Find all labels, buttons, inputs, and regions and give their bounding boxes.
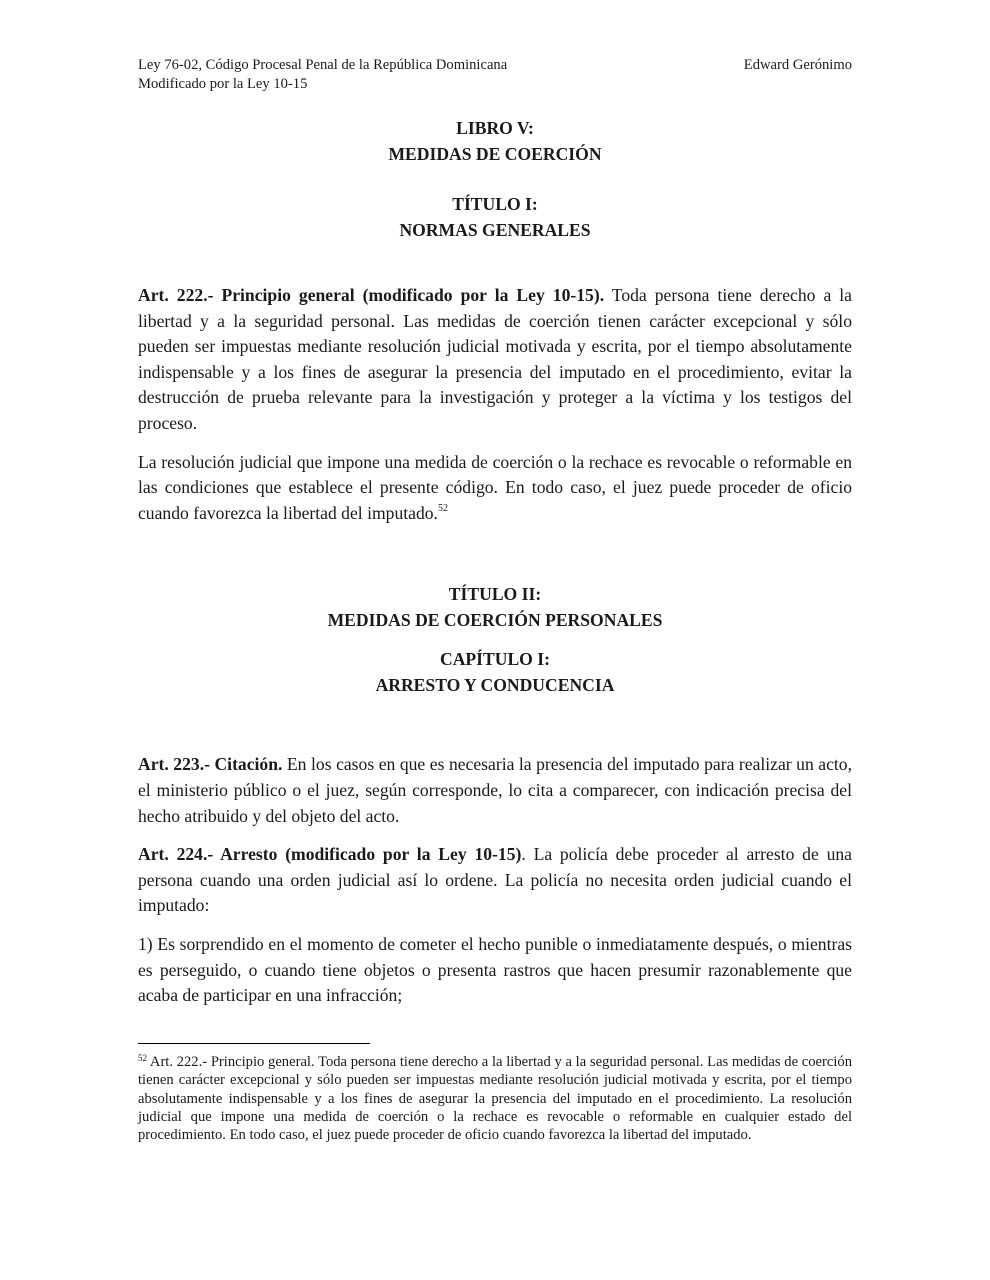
- header-author: Edward Gerónimo: [743, 57, 852, 73]
- titulo-1-name: NORMAS GENERALES: [399, 220, 591, 240]
- header-law-title: Ley 76-02, Código Procesal Penal de la República Dominicana: [138, 57, 508, 73]
- footnote-reference[interactable]: 52: [437, 502, 448, 514]
- article-222-paragraph-2: [138, 450, 852, 527]
- article-223-heading: Art. 223.- Citación.: [138, 754, 283, 775]
- article-224-text: . La policía debe proceder al arresto de una persona cuando una orden judicial así lo ordene. La policía no necesita orden judicial cuando el imputado:: [138, 844, 852, 916]
- titulo-1-number: TÍTULO I:: [452, 194, 538, 214]
- document-page: [138, 56, 852, 1009]
- titulo-2-heading: [138, 581, 852, 633]
- titulo-2-number: TÍTULO II:: [448, 584, 542, 605]
- article-223-text: En los casos en que es necesaria la presencia del imputado para realizar un acto, el ministerio público o el juez, según corresponde, lo cita a comparecer, con indicación precisa del hecho atribuido y del objeto del acto.: [138, 754, 852, 826]
- capitulo-1-name: ARRESTO Y CONDUCENCIA: [375, 675, 615, 696]
- footnote-number: 52: [138, 1053, 147, 1063]
- footnote-separator: [138, 1043, 370, 1044]
- footnote-text: Art. 222.- Principio general. Toda persona tiene derecho a la libertad y a la seguridad personal. Las medidas de coerción tienen carácter excepcional y sólo pueden ser impuestas mediante resolución judicial motivada y escrita, por el tiempo absolutamente indispensable y a los fines de asegurar la presencia del imputado en el procedimiento. La resolución judicial que impone una medida de coerción o la rechace es revocable o reformable en cualquier estado del procedimiento. En todo caso, el juez puede proceder de oficio cuando favorezca la libertad del imputado.: [138, 1054, 852, 1144]
- titulo-2-name: MEDIDAS DE COERCIÓN PERSONALES: [327, 610, 663, 631]
- article-224-paragraph: [138, 842, 852, 919]
- article-224-item-1-text: 1) Es sorprendido en el momento de cometer el hecho punible o inmediatamente después, o mientras es perseguido, o cuando tiene objetos o presenta rastros que hacen presumir razonablemente que acaba de participar en una infracción;: [138, 933, 852, 1006]
- header-modification: Modificado por la Ley 10-15: [138, 76, 308, 92]
- capitulo-1-number: CAPÍTULO I:: [440, 649, 550, 670]
- capitulo-1-heading: [138, 646, 852, 698]
- page-header: [138, 56, 852, 94]
- article-222-text-2: La resolución judicial que impone una medida de coerción o la rechace es revocable o reformable en las condiciones que establece el presente código. En todo caso, el juez puede proceder de oficio cuando favorezca la libertad del imputado.: [138, 451, 852, 523]
- libro-name: MEDIDAS DE COERCIÓN: [388, 144, 602, 164]
- article-223-paragraph: [138, 752, 852, 829]
- libro-heading: [138, 115, 852, 167]
- titulo-1-heading: [138, 191, 852, 243]
- article-222-heading: Art. 222.- Principio general (modificado por la Ley 10-15).: [138, 285, 605, 305]
- article-222-paragraph-1: [138, 283, 852, 437]
- article-224-heading: Art. 224.- Arresto (modificado por la Ley 10-15): [138, 844, 522, 865]
- footnote-52: [138, 1053, 852, 1144]
- libro-number: LIBRO V:: [456, 118, 534, 138]
- article-224-item-1: [138, 932, 852, 1009]
- header-left: [138, 56, 507, 94]
- article-222-text: Toda persona tiene derecho a la libertad y a la seguridad personal. Las medidas de coerción tienen carácter excepcional y sólo pueden ser impuestas mediante resolución judicial motivada y escrita, por el tiempo absolutamente indispensable y a los fines de asegurar la presencia del imputado en el procedimiento, evitar la destrucción de prueba relevante para la investigación y proteger a la víctima y los testigos del proceso.: [138, 285, 852, 433]
